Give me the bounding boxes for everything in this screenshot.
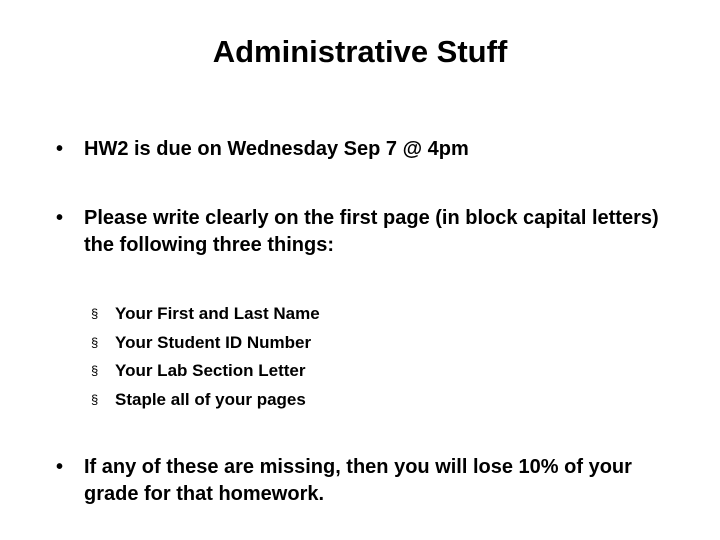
bullet-marker: • bbox=[56, 138, 64, 160]
bullet-item bbox=[56, 454, 676, 508]
bullet-item bbox=[56, 136, 676, 163]
sub-bullet-item bbox=[91, 300, 491, 329]
slide-title: Administrative Stuff bbox=[212, 34, 508, 69]
sub-bullet-text: Your Student ID Number bbox=[115, 332, 312, 352]
sub-bullet-list bbox=[91, 300, 491, 414]
bullet-text: Please write clearly on the first page (in block capital letters) the following three things: bbox=[84, 207, 659, 256]
bullet-item bbox=[56, 205, 676, 259]
bullet-text: HW2 is due on Wednesday Sep 7 @ 4pm bbox=[84, 138, 469, 160]
bullet-marker: • bbox=[56, 456, 64, 478]
sub-bullet-marker: § bbox=[91, 363, 99, 378]
sub-bullet-text: Your First and Last Name bbox=[115, 304, 320, 323]
bullet-text: If any of these are missing, then you will lose 10% of your grade for that homework. bbox=[84, 456, 632, 505]
bullet-marker: • bbox=[56, 207, 64, 229]
sub-bullet-marker: § bbox=[91, 306, 99, 321]
sub-bullet-marker: § bbox=[91, 391, 99, 407]
sub-bullet-item bbox=[91, 357, 491, 386]
sub-bullet-marker: § bbox=[91, 334, 99, 350]
sub-bullet-text: Your Lab Section Letter bbox=[115, 361, 306, 380]
sub-bullet-item bbox=[91, 386, 491, 415]
sub-bullet-item bbox=[91, 329, 491, 358]
sub-bullet-text: Staple all of your pages bbox=[115, 389, 306, 409]
